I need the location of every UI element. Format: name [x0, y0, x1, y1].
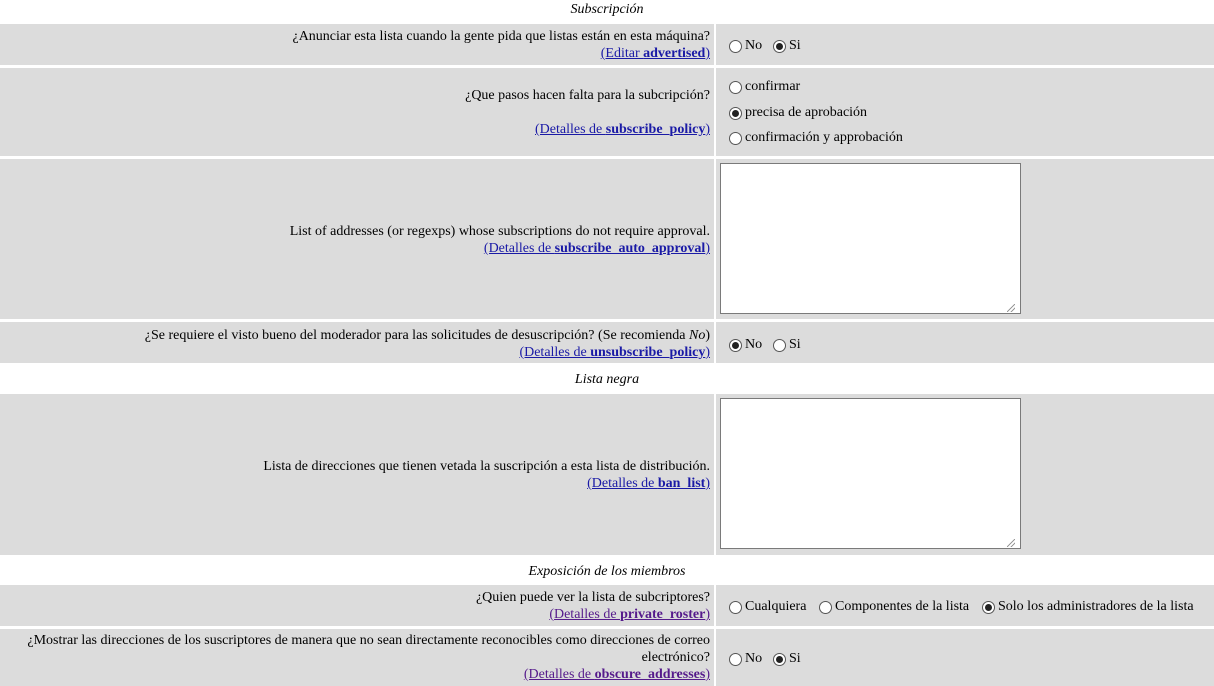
- question-subscribe-auto-approval: List of addresses (or regexps) whose subscriptions do not require approval.: [289, 224, 710, 239]
- radio-advertised-no[interactable]: No: [729, 38, 762, 54]
- textarea-subscribe-auto-approval[interactable]: [720, 163, 1021, 314]
- radio-circle[interactable]: [819, 601, 832, 614]
- radio-subscribe-confirm-approval[interactable]: confirmación y approbación: [729, 130, 903, 146]
- radio-circle-selected[interactable]: [773, 653, 786, 666]
- row-private-roster: [0, 585, 1214, 626]
- radio-advertised-si[interactable]: Si: [773, 38, 801, 54]
- row-subscribe-auto-approval: [0, 159, 1214, 319]
- row-advertised: [0, 24, 1214, 65]
- radio-circle[interactable]: [729, 81, 742, 94]
- radio-circle[interactable]: [773, 339, 786, 352]
- section-title-blacklist: Lista negra: [574, 372, 640, 387]
- radio-subscribe-approval[interactable]: precisa de aprobación: [729, 105, 867, 121]
- link-subscribe-auto-approval[interactable]: (Detalles de subscribe_auto_approval): [483, 241, 710, 256]
- question-subscribe-policy: ¿Que pasos hacen falta para la subcripción?: [465, 88, 710, 103]
- question-obscure-addresses-line1: ¿Mostrar las direcciones de los suscriptores de manera que no sean directamente reconocibles como direcciones de correo: [27, 633, 710, 648]
- row-ban-list: [0, 394, 1214, 555]
- radio-roster-admins[interactable]: Solo los administradores de la lista: [982, 599, 1194, 615]
- link-ban-list[interactable]: (Detalles de ban_list): [587, 476, 710, 491]
- radio-circle[interactable]: [729, 132, 742, 145]
- radio-unsubscribe-no[interactable]: No: [729, 337, 762, 353]
- radio-roster-members[interactable]: Componentes de la lista: [819, 599, 969, 615]
- radio-circle-selected[interactable]: [773, 40, 786, 53]
- radio-unsubscribe-si[interactable]: Si: [773, 337, 801, 353]
- link-obscure-addresses[interactable]: (Detalles de obscure_addresses): [523, 667, 710, 682]
- section-title-member-exposure: Exposición de los miembros: [528, 564, 686, 579]
- radio-circle-selected[interactable]: [729, 107, 742, 120]
- radio-obscure-si[interactable]: Si: [773, 651, 801, 667]
- row-obscure-addresses: [0, 629, 1214, 686]
- radio-circle[interactable]: [729, 601, 742, 614]
- link-unsubscribe-policy[interactable]: (Detalles de unsubscribe_policy): [519, 345, 710, 360]
- link-subscribe-policy[interactable]: (Detalles de subscribe_policy): [535, 122, 710, 137]
- question-private-roster: ¿Quien puede ver la lista de subcriptores?: [475, 590, 710, 605]
- resize-grip-icon[interactable]: [1007, 304, 1015, 312]
- radio-circle-selected[interactable]: [729, 339, 742, 352]
- textarea-ban-list[interactable]: [720, 398, 1021, 549]
- link-private-roster[interactable]: (Detalles de private_roster): [549, 607, 710, 622]
- radio-subscribe-confirm[interactable]: confirmar: [729, 79, 800, 95]
- link-advertised[interactable]: (Editar advertised): [600, 46, 710, 61]
- question-obscure-addresses-line2: electrónico?: [641, 650, 710, 665]
- radio-circle[interactable]: [729, 40, 742, 53]
- radio-circle[interactable]: [729, 653, 742, 666]
- row-subscribe-policy: [0, 68, 1214, 156]
- radio-roster-anyone[interactable]: Cualquiera: [729, 599, 806, 615]
- question-ban-list: Lista de direcciones que tienen vetada la suscripción a esta lista de distribución.: [263, 459, 710, 474]
- radio-obscure-no[interactable]: No: [729, 651, 762, 667]
- question-advertised: ¿Anunciar esta lista cuando la gente pida que listas están en esta máquina?: [292, 29, 710, 44]
- question-unsubscribe-policy: ¿Se requiere el visto bueno del moderador para las solicitudes de desuscripción? (Se recomienda No): [144, 328, 710, 343]
- resize-grip-icon[interactable]: [1007, 539, 1015, 547]
- radio-circle-selected[interactable]: [982, 601, 995, 614]
- row-unsubscribe-policy: [0, 322, 1214, 363]
- section-title-subscription: Subscripción: [570, 2, 644, 17]
